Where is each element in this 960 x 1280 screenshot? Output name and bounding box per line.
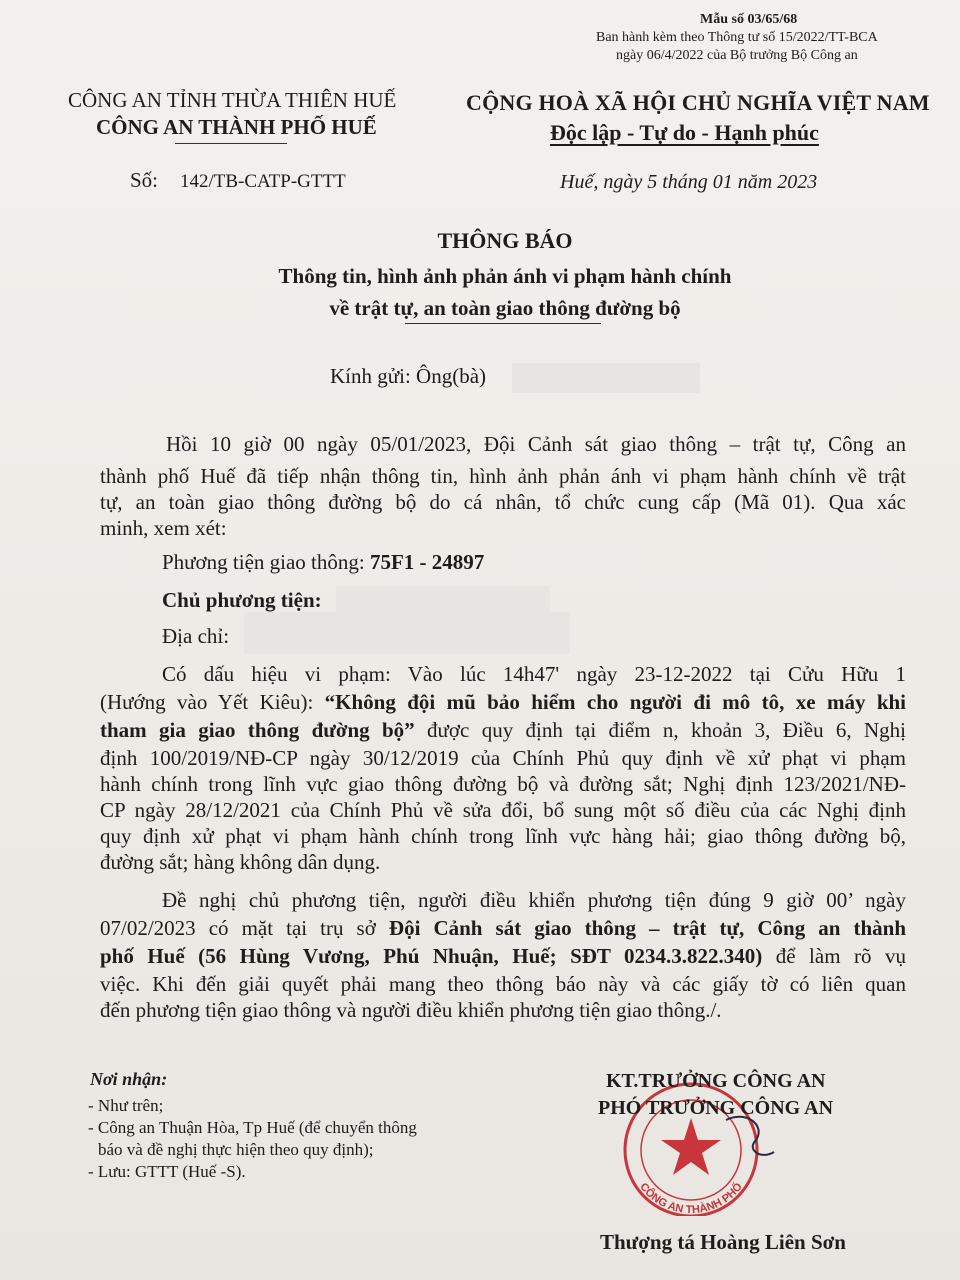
- intro-line: Hồi 10 giờ 00 ngày 05/01/2023, Đội Cảnh sát giao thông – trật tự, Công an: [166, 432, 906, 456]
- intro-line: thành phố Huế đã tiếp nhận thông tin, hình ảnh phản ánh vi phạm hành chính về trật: [100, 464, 906, 488]
- redacted-address: [244, 612, 570, 654]
- recipient-item: - Lưu: GTTT (Huế -S).: [88, 1162, 246, 1181]
- address-label: Địa chỉ:: [162, 624, 230, 648]
- request-line: [100, 916, 906, 941]
- recipient-item: báo và đề nghị thực hiện theo quy định);: [98, 1140, 374, 1159]
- recipient-item: - Công an Thuận Hòa, Tp Huế (để chuyển thông: [88, 1118, 417, 1137]
- owner-label: Chủ phương tiện:: [162, 588, 322, 612]
- violation-description: “Không đội mũ bảo hiểm cho người đi mô tô, xe máy khi: [324, 690, 907, 714]
- agency-parent: CÔNG AN TỈNH THỪA THIÊN HUẾ: [68, 88, 397, 112]
- request-line: [100, 944, 906, 969]
- nation-name: CỘNG HOÀ XÃ HỘI CHỦ NGHĨA VIỆT NAM: [466, 90, 930, 115]
- request-line: việc. Khi đến giải quyết phải mang theo thông báo này và các giấy tờ có liên quan: [100, 972, 906, 996]
- request-line: đến phương tiện giao thông và người điều khiển phương tiện giao thông./.: [100, 998, 722, 1022]
- agency-underline: [175, 143, 287, 144]
- national-motto: Độc lập - Tự do - Hạnh phúc: [550, 120, 819, 145]
- violation-line: Có dấu hiệu vi phạm: Vào lúc 14h47' ngày 23-12-2022 tại Cửu Hữu 1: [162, 662, 906, 686]
- violation-location: (Hướng vào Yết Kiêu):: [100, 690, 314, 714]
- vehicle-row: [162, 550, 484, 575]
- request-place-intro: 07/02/2023 có mặt tại trụ sở: [100, 916, 376, 940]
- agency-name: CÔNG AN THÀNH PHỐ HUẾ: [96, 115, 377, 139]
- violation-line: đường sắt; hàng không dân dụng.: [100, 850, 381, 874]
- recipient-item: - Như trên;: [88, 1096, 164, 1115]
- request-purpose: để làm rõ vụ: [775, 944, 906, 968]
- doc-number-label: Số:: [130, 168, 159, 192]
- request-line: Đề nghị chủ phương tiện, người điều khiển phương tiện đúng 9 giờ 00’ ngày: [162, 888, 906, 912]
- svg-text:CÔNG AN THÀNH PHỐ: CÔNG AN THÀNH PHỐ: [637, 1180, 745, 1216]
- redacted-recipient-name: [512, 363, 700, 393]
- document-title: THÔNG BÁO: [437, 228, 573, 253]
- violation-line: [100, 690, 906, 715]
- signer-name: Thượng tá Hoàng Liên Sơn: [600, 1230, 846, 1254]
- vehicle-plate: 75F1 - 24897: [369, 550, 485, 574]
- document-subtitle-line2: về trật tự, an toàn giao thông đường bộ: [329, 296, 681, 320]
- form-code: Mẫu số 03/65/68: [700, 12, 798, 27]
- intro-line: minh, xem xét:: [100, 516, 227, 540]
- recipients-title: Nơi nhận:: [90, 1069, 168, 1089]
- request-office: Đội Cảnh sát giao thông – trật tự, Công an thành: [388, 916, 907, 940]
- form-note-line2: ngày 06/4/2022 của Bộ trưởng Bộ Công an: [616, 48, 858, 63]
- place-date: Huế, ngày 5 tháng 01 năm 2023: [560, 171, 818, 193]
- greeting: Kính gửi: Ông(bà): [330, 364, 487, 388]
- violation-line: định 100/2019/NĐ-CP ngày 30/12/2019 của Chính Phủ quy định về xử phạt vi phạm: [100, 746, 906, 770]
- violation-line: [100, 718, 906, 743]
- signer-title-line2: PHÓ TRƯỞNG CÔNG AN: [598, 1097, 834, 1119]
- title-underline: [405, 323, 601, 324]
- signer-title-line1: KT.TRƯỞNG CÔNG AN: [606, 1070, 826, 1092]
- request-office-address: phố Huế (56 Hùng Vương, Phú Nhuận, Huế; SĐT 0234.3.822.340): [100, 944, 763, 968]
- document-subtitle-line1: Thông tin, hình ảnh phản ánh vi phạm hành chính: [278, 264, 732, 288]
- violation-line: CP ngày 28/12/2021 của Chính Phủ về sửa đổi, bổ sung một số điều của các Nghị định: [100, 798, 906, 822]
- doc-number: 142/TB-CATP-GTTT: [180, 171, 346, 192]
- violation-description-end: tham gia giao thông đường bộ”: [100, 718, 415, 742]
- violation-legal-basis: được quy định tại điểm n, khoản 3, Điều 6, Nghị: [427, 718, 907, 742]
- violation-line: hành chính trong lĩnh vực giao thông đường bộ và đường sắt; Nghị định 123/2021/NĐ-: [100, 772, 906, 796]
- vehicle-label: Phương tiện giao thông:: [162, 550, 365, 574]
- violation-line: quy định xử phạt vi phạm hành chính trong lĩnh vực hàng hải; giao thông đường bộ,: [100, 824, 906, 848]
- form-note-line1: Ban hành kèm theo Thông tư số 15/2022/TT-BCA: [596, 30, 878, 45]
- intro-line: tự, an toàn giao thông đường bộ do cá nhân, tổ chức cung cấp (Mã 01). Qua xác: [100, 490, 906, 514]
